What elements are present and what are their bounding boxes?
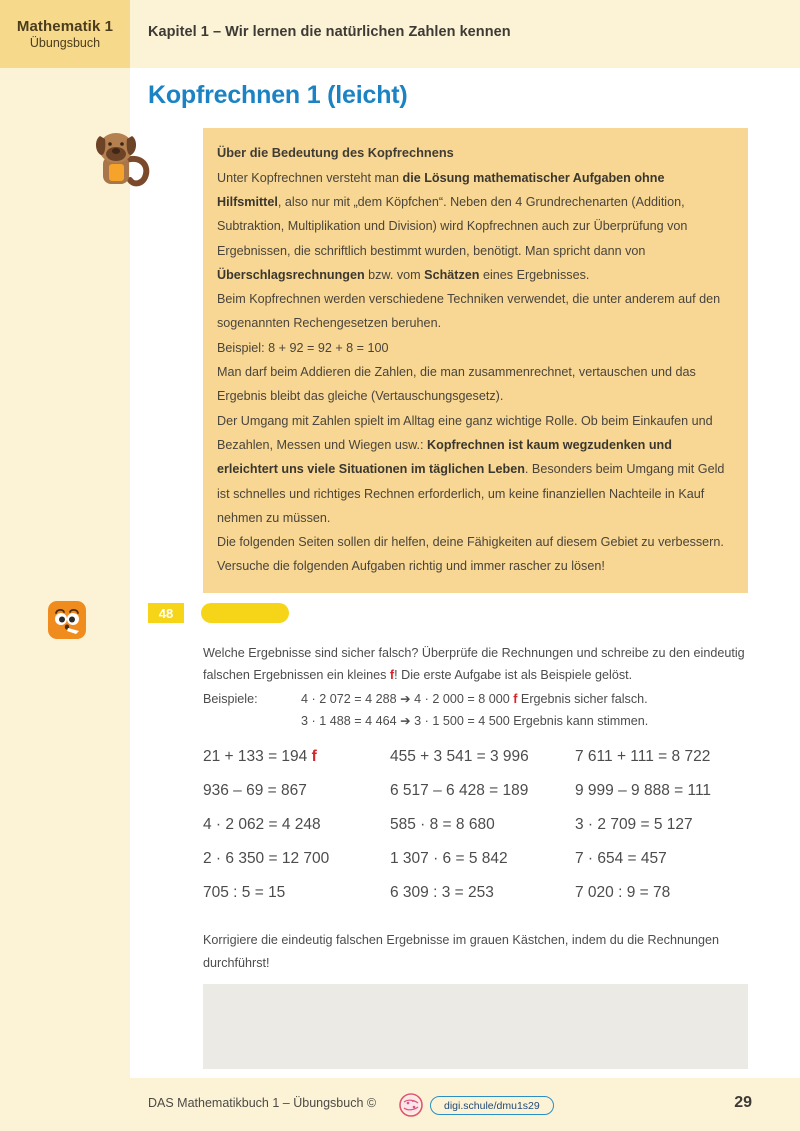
info-p5c: . Besonders beim Umgang mit Geld ist schnelles und richtiges Rechnen erforderlich, um keine finanziellen Nachteile in Kauf nehmen zu müssen.	[217, 462, 725, 525]
instruction-text-a: Welche Ergebnisse sind sicher falsch? Überprüfe die Rechnungen und schreibe zu den eindeutig falschen Ergebnissen ein kleines	[203, 646, 745, 683]
equation-text: 1 307 · 6 = 5 842	[390, 850, 508, 867]
subject-title: Mathematik 1	[16, 17, 114, 35]
equation-item	[390, 816, 575, 834]
example-row-1	[203, 688, 763, 710]
footer-copyright: DAS Mathematikbuch 1 – Übungsbuch ©	[148, 1096, 377, 1110]
equation-item	[203, 816, 390, 834]
example-1-text-b: Ergebnis sicher falsch.	[517, 691, 648, 706]
equation-item	[575, 782, 763, 800]
equation-text: 7 020 : 9 = 78	[575, 884, 671, 901]
dog-mascot-icon	[88, 126, 158, 192]
equation-text: 4 · 2 062 = 4 248	[203, 816, 321, 833]
example-1-flag: f	[513, 691, 518, 706]
exercise-tag-pill	[201, 603, 289, 623]
equation-item	[390, 850, 575, 868]
info-p1c: , also nur mit „dem Köpfchen“. Neben den 4 Grundrechenarten (Addition, Subtraktion, Multiplikation und Division) wird Kopfrechnen auch zur Überprüfung von Ergebnissen, die schriftlich bestimmt wurden, benötigt. Man spricht dann von	[217, 194, 688, 258]
equation-item	[575, 748, 763, 766]
equation-text: 2 · 6 350 = 12 700	[203, 850, 330, 867]
left-rail	[0, 68, 130, 1078]
equation-text: 7 · 654 = 457	[575, 850, 667, 867]
exercise-instruction	[203, 642, 763, 733]
info-p5b: Kopfrechnen ist kaum wegzudenken und erleichtert uns viele Situationen im täglichen Leben	[217, 437, 672, 477]
chapter-heading: Kapitel 1 – Wir lernen die natürlichen Zahlen kennen	[148, 24, 511, 40]
digi-link-pill[interactable]	[430, 1096, 554, 1115]
example-1-body	[301, 688, 763, 710]
equation-item	[575, 850, 763, 868]
subject-subtitle: Übungsbuch	[29, 35, 101, 50]
info-box-paragraph-1	[217, 166, 732, 287]
equation-text: 705 : 5 = 15	[203, 884, 286, 901]
example-1-text-a: 4 · 2 072 = 4 288 ➔ 4 · 2 000 = 8 000	[301, 691, 514, 706]
page-title: Kopfrechnen 1 (leicht)	[148, 81, 408, 109]
info-box-title: Über die Bedeutung des Kopfrechnens	[217, 145, 454, 160]
digi-link-text: digi.schule/dmu1s29	[444, 1099, 540, 1112]
example-row-2: 3 · 1 488 = 4 464 ➔ 3 · 1 500 = 4 500 Ergebnis kann stimmen.	[301, 714, 649, 729]
face-pointing-icon	[48, 601, 86, 639]
equation-text: 6 517 – 6 428 = 189	[390, 782, 529, 799]
equation-text: 585 · 8 = 8 680	[390, 816, 495, 833]
equation-item	[390, 782, 575, 800]
info-p1b: die Lösung mathematischer Aufgaben ohne Hilfsmittel	[217, 170, 665, 209]
exercise-instruction-2: Korrigiere die eindeutig falschen Ergebnisse im grauen Kästchen, indem du die Rechnungen durchführst!	[203, 933, 719, 970]
equation-text: 936 – 69 = 867	[203, 782, 307, 799]
equation-item	[203, 782, 390, 800]
equation-text: 3 · 2 709 = 5 127	[575, 816, 693, 833]
example-label: Beispiele:	[203, 691, 258, 706]
info-box-paragraph-2: Beim Kopfrechnen werden verschiedene Techniken verwendet, die unter anderem auf den sogenannten Rechengesetzen beruhen.	[217, 292, 721, 331]
info-p5a: Der Umgang mit Zahlen spielt im Alltag eine ganz wichtige Rolle. Ob beim Einkaufen und Bezahlen, Messen und Wiegen usw.:	[217, 413, 713, 452]
instruction-flag-letter: f	[389, 668, 395, 683]
answer-box[interactable]	[203, 984, 748, 1069]
equation-item	[575, 816, 763, 834]
info-p1a: Unter Kopfrechnen versteht man	[217, 170, 403, 185]
equations-grid	[203, 748, 763, 902]
equation-item	[203, 748, 390, 766]
publisher-logo-icon	[398, 1092, 424, 1118]
info-box	[203, 128, 748, 593]
subject-tab	[0, 0, 130, 68]
equation-item	[203, 850, 390, 868]
equation-item	[575, 884, 763, 902]
info-box-paragraph-6: Die folgenden Seiten sollen dir helfen, deine Fähigkeiten auf diesem Gebiet zu verbessern. Versuche die folgenden Aufgaben richtig und immer rascher zu lösen!	[217, 535, 724, 574]
equation-text: 7 611 + 111 = 8 722	[575, 748, 711, 765]
equation-text: 9 999 – 9 888 = 111	[575, 782, 712, 799]
info-box-paragraph-5	[217, 409, 732, 530]
info-box-example: Beispiel: 8 + 92 = 92 + 8 = 100	[217, 340, 389, 355]
equation-text: 6 309 : 3 = 253	[390, 884, 494, 901]
instruction-text-b: ! Die erste Aufgabe ist als Beispiele gelöst.	[394, 668, 633, 683]
info-p1g: eines Ergebnisses.	[479, 267, 590, 282]
equation-text: 21 + 133 = 194	[203, 748, 312, 765]
equation-item	[390, 748, 575, 766]
equation-item	[203, 884, 390, 902]
equation-text: 455 + 3 541 = 3 996	[390, 748, 529, 765]
equation-item	[390, 884, 575, 902]
info-p1e: bzw. vom	[364, 267, 425, 282]
exercise-number-badge: 48	[148, 603, 184, 623]
info-p1d: Überschlagsrechnungen	[217, 267, 365, 282]
page-number: 29	[734, 1094, 752, 1111]
info-box-paragraph-4: Man darf beim Addieren die Zahlen, die man zusammenrechnet, vertauschen und das Ergebnis bleibt das gleiche (Vertauschungsgesetz).	[217, 365, 696, 404]
equation-flag: f	[311, 748, 317, 765]
info-p1f: Schätzen	[424, 267, 480, 282]
